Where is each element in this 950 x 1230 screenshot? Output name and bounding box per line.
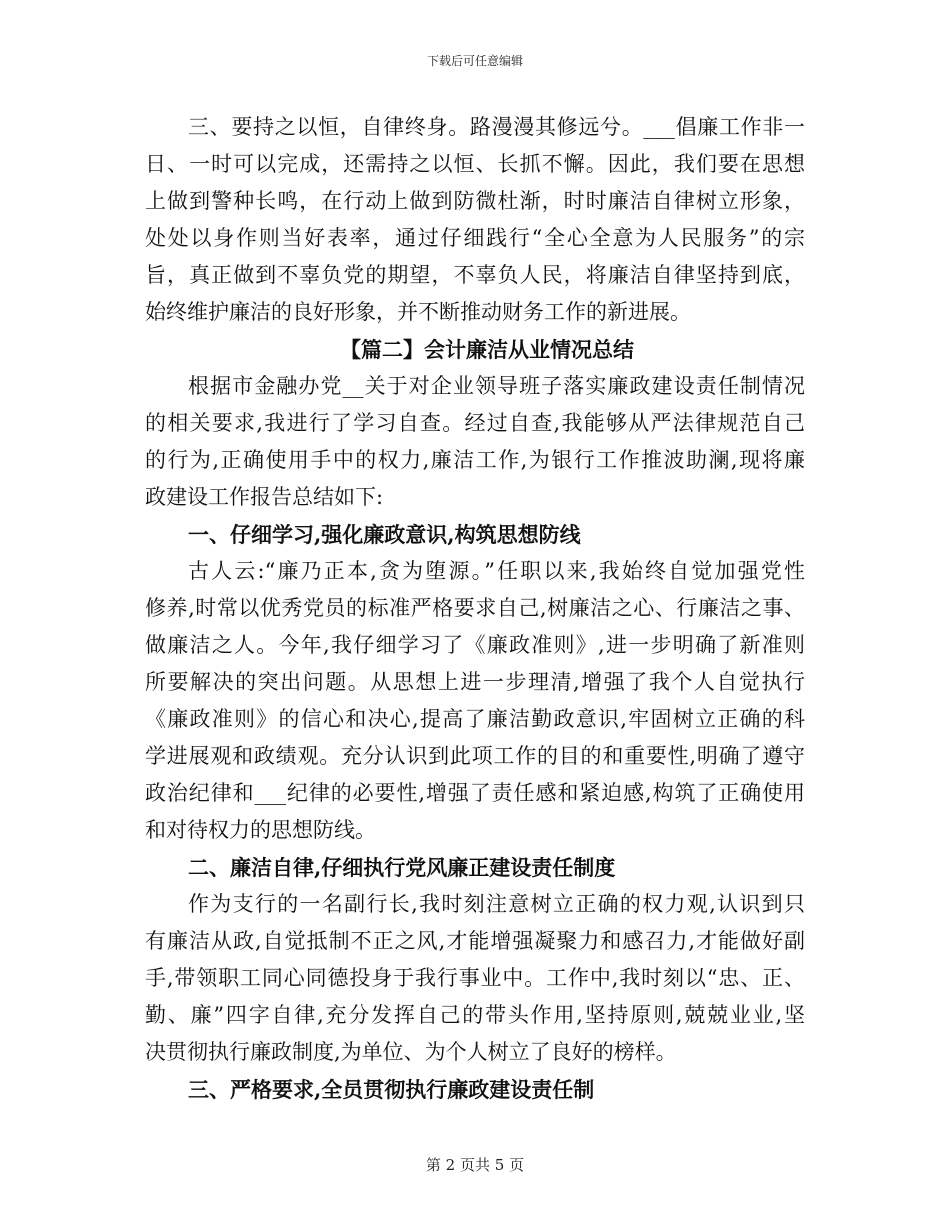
body-line: 三、要持之以恒，自律终身。路漫漫其修远兮。___倡廉工作非一 [188,115,805,139]
body-line: 和对待权力的思想防线。 [145,818,376,842]
body-line: 手,带领职工同心同德投身于我行事业中。工作中,我时刻以“忠、正、 [145,966,805,990]
body-line: 根据市金融办党__关于对企业领导班子落实廉政建设责任制情况 [188,374,805,398]
body-line: 古人云:“廉乃正本,贪为堕源。”任职以来,我始终自觉加强党性 [188,559,805,583]
header-note: 下载后可任意编辑 [426,54,523,68]
section-heading: 三、严格要求,全员贯彻执行廉政建设责任制 [188,1077,595,1102]
body-line: 的相关要求,我进行了学习自查。经过自查,我能够从严法律规范自己 [145,411,805,435]
page-number: 第 2 页共 5 页 [425,1156,525,1174]
body-line: 处处以身作则当好表率，通过仔细践行“全心全意为人民服务”的宗 [145,226,805,250]
body-line: 日、一时可以完成，还需持之以恒、长抓不懈。因此，我们要在思想 [145,152,805,176]
body-line: 作为支行的一名副行长,我时刻注意树立正确的权力观,认识到只 [188,892,805,916]
body-line: 始终维护廉洁的良好形象，并不断推动财务工作的新进展。 [145,300,691,324]
paragraph [145,886,805,1071]
body-line: 上做到警种长鸣，在行动上做到防微杜渐，时时廉洁自律树立形象， [145,189,805,213]
body-line: 有廉洁从政,自觉抵制不正之风,才能增强凝聚力和感召力,才能做好副 [145,929,805,953]
section-heading: 一、仔细学习,强化廉政意识,构筑思想防线 [188,522,581,547]
section-title: 【篇二】会计廉洁从业情况总结 [340,337,634,362]
body-line: 学进展观和政绩观。充分认识到此项工作的目的和重要性,明确了遵守 [145,744,805,768]
document-body [145,109,805,1108]
paragraph [145,109,805,331]
body-line: 政建设工作报告总结如下: [145,485,384,509]
body-line: 勤、廉”四字自律,充分发挥自己的带头作用,坚持原则,兢兢业业,坚 [145,1003,805,1027]
body-line: 所要解决的突出问题。从思想上进一步理清,增强了我个人自觉执行 [145,670,805,694]
body-line: 做廉洁之人。今年,我仔细学习了《廉政准则》,进一步明确了新准则 [145,633,805,657]
body-line: 修养,时常以优秀党员的标准严格要求自己,树廉洁之心、行廉洁之事、 [145,596,805,620]
section-heading: 二、廉洁自律,仔细执行党风廉正建设责任制度 [188,855,616,880]
body-line: 的行为,正确使用手中的权力,廉洁工作,为银行工作推波助澜,现将廉 [145,448,805,472]
body-line: 决贯彻执行廉政制度,为单位、为个人树立了良好的榜样。 [145,1040,677,1064]
body-line: 政治纪律和___纪律的必要性,增强了责任感和紧迫感,构筑了正确使用 [145,781,805,805]
paragraph [145,368,805,516]
body-line: 《廉政准则》的信心和决心,提高了廉洁勤政意识,牢固树立正确的科 [145,707,805,731]
paragraph [145,553,805,849]
body-line: 旨，真正做到不辜负党的期望，不辜负人民，将廉洁自律坚持到底， [145,263,805,287]
